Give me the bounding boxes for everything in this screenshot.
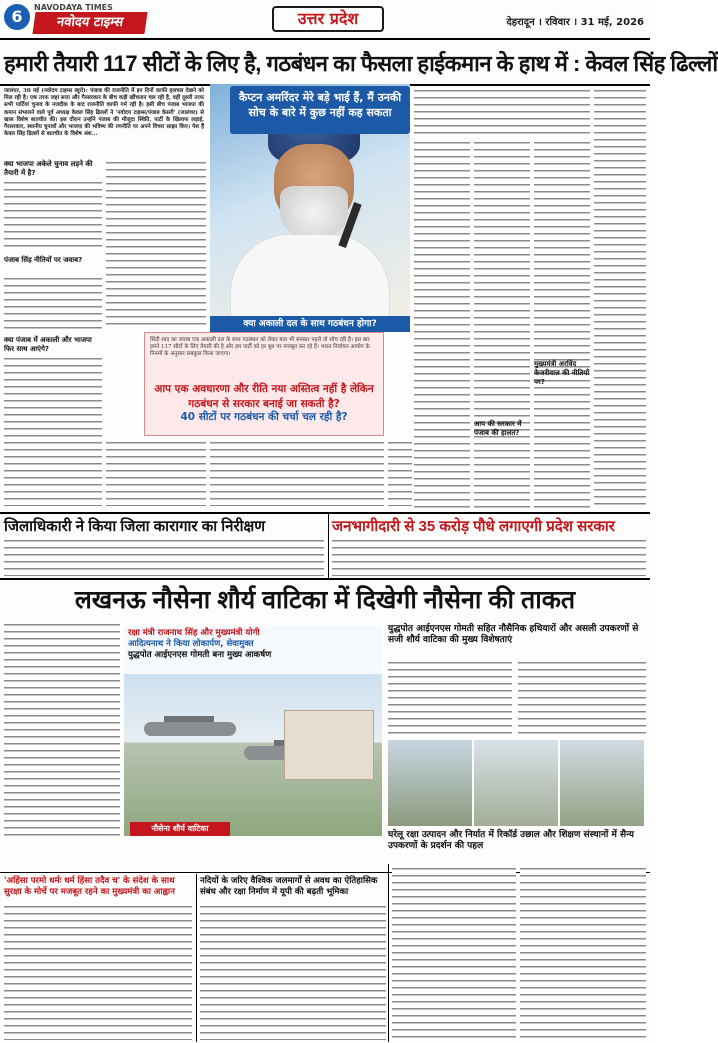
shirt-shape <box>230 234 390 318</box>
right-headline: युद्धपोत आईएनएस गोमती सहित नौसैनिक हथियारों और असली उपकरणों से सजी शौर्य वाटिका की मुख्य विशेषताएं <box>388 624 639 645</box>
text-column <box>388 660 512 736</box>
divider <box>328 514 329 578</box>
text-column <box>4 904 192 1040</box>
thumbnail-photo <box>560 740 646 826</box>
text-column <box>106 160 206 330</box>
question-bar: क्या अकाली दल के साथ गठबंधन होगा? <box>210 316 410 332</box>
text-column <box>388 440 412 506</box>
divider <box>388 864 389 1042</box>
panel-text: सिंदी साद का जवाब एक अकाली दल के साथ गठबंधन को लेकर बात भी संस्कार पहले तो सोच रही है। इस बार हमने 117 सीटों के लिए तैयारी की है और हम पार्टी को हर बूथ पर मजबूत कर रहे हैं। भारत निर्वाचन आयोग के नियमों के अनुसार सबकुछ किया जाएगा। <box>150 337 370 358</box>
qa-question: क्या भाजपा अकेले चुनाव लड़ने की तैयारी में है? <box>4 160 93 177</box>
aircraft-wing-shape <box>164 716 214 722</box>
photo-caption <box>124 626 382 674</box>
qa-question: मुख्यमंत्री अरविंद केजरीवाल की नीतियों पर? <box>534 360 590 386</box>
photo-strip <box>388 740 646 826</box>
text-column <box>520 866 646 1040</box>
beard-shape <box>280 186 348 240</box>
plantation-headline: जनभागीदारी से 35 करोड़ पौधे लगाएगी प्रदेश सरकार <box>332 518 615 535</box>
qa-question: आप की सरकार में पंजाब की हालत? <box>474 420 522 437</box>
museum-photo <box>124 626 382 836</box>
warship-shape <box>284 710 374 780</box>
text-column <box>332 538 646 576</box>
photo-quote: कैप्टन अमरिंदर मेरे बड़े भाई हैं, मैं उनकी सोच के बारे में कुछ नहीं कह सकता <box>230 86 410 134</box>
text-column <box>4 276 102 332</box>
text-column <box>474 140 530 510</box>
text-column <box>414 140 470 510</box>
lead-intro: जालंधर, 30 मई (नवोदय टाइम्स ब्यूरो): पंजाब की राजनीति में इन दिनों काफी हलचल देखने को मिल रही है। एक तरफ जहां सत्ता और गैरसरकार के बीच कड़ी खींचतान चल रही है, वहीं दूसरी तरफ सभी पार्टियां चुनाव के नजदीक के बाद राजनीति काफी गर्म रही है। इसी बीच पंजाब भाजपा की कमान संभालने वाले पूर्व अध्यक्ष केवल सिंह ढिल्लों ने 'नवोदय टाइम्स/पंजाब केसरी' (जालंधर) से खास विशेष बातचीत की। इस दौरान उन्होंने पंजाब की मौजूदा स्थिति, पार्टी के खिलाफ लड़ाई, गैरसरकार, स्थानीय चुनावों और भाजपा की भविष्य की रणनीति पर अपने विचार साझा किए। पेश हैं केवल सिंह ढिल्लों से बातचीत के विशेष अंश... <box>4 88 204 138</box>
divider <box>0 512 650 514</box>
text-column <box>518 660 646 736</box>
page-number: 6 <box>4 4 30 30</box>
text-column <box>4 622 120 836</box>
photo-caption-line: रक्षा मंत्री राजनाथ सिंह और मुख्यमंत्री योगी <box>128 628 260 638</box>
text-column <box>4 180 102 252</box>
panel-heading: 40 सीटों पर गठबंधन की चर्चा चल रही है? <box>180 411 348 423</box>
thumbnail-photo <box>474 740 560 826</box>
text-column <box>4 356 102 506</box>
panel-heading: गठबंधन से सरकार बनाई जा सकती है? <box>188 398 340 410</box>
photo-tag: नौसेना शौर्य वाटिका <box>130 822 230 836</box>
text-column <box>534 140 590 510</box>
qa-question: क्या पंजाब में अकाली और भाजपा फिर साथ आएंगे? <box>4 336 92 353</box>
text-column <box>392 866 516 1040</box>
brand-text: NAVODAYA TIMES <box>34 3 113 12</box>
text-column <box>200 904 386 1040</box>
bottom-mid-headline: नदियों के जरिए वैश्विक जलमार्गों से अवध का ऐतिहासिक संबंध और रक्षा निर्माण में यूपी की बढ़ती भूमिका <box>200 876 378 897</box>
right-subheadline: घरेलू रक्षा उत्पादन और निर्यात में रिकॉर्ड उछाल और शिक्षण संस्थानों में सैन्य उपकरणों के प्रदर्शन की पहल <box>388 830 634 851</box>
panel-heading: आप एक अवधारणा और रीति नया अस्तित्व नहीं है लेकिन <box>154 383 374 395</box>
photo-caption-line: आदित्यनाथ ने किया लोकार्पण, सेवामुक्त <box>128 639 254 649</box>
dateline: देहरादून । रविवार । 31 मई, 2026 <box>506 17 644 28</box>
photo-caption-line: युद्धपोत आईएनएस गोमती बना मुख्य आकर्षण <box>128 650 272 660</box>
text-column <box>4 538 324 576</box>
page-header <box>0 0 650 40</box>
masthead-logo: नवोदय टाइम्स <box>32 12 147 34</box>
text-column <box>210 440 384 506</box>
divider <box>0 578 650 580</box>
text-column <box>106 440 206 506</box>
lead-headline: हमारी तैयारी 117 सीटों के लिए है, गठबंधन का फैसला हाईकमान के हाथ में : केवल सिंह ढिल्लों <box>4 51 718 76</box>
text-column <box>594 88 646 510</box>
qa-question: पंजाब सिंह नीतियों पर जवाब? <box>4 256 83 264</box>
museum-headline: लखनऊ नौसेना शौर्य वाटिका में दिखेगी नौसेना की ताकत <box>74 586 576 614</box>
text-column <box>414 88 590 138</box>
thumbnail-photo <box>388 740 474 826</box>
divider <box>196 874 197 1042</box>
bottom-left-headline: 'अहिंसा परमो धर्मः धर्म हिंसा तदैव च' के संदेश के साथ सुरक्षा के मोर्चे पर मजबूत रहने का मुख्यमंत्री का आह्वान <box>4 876 175 897</box>
jail-headline: जिलाधिकारी ने किया जिला कारागार का निरीक्षण <box>4 518 266 535</box>
section-label: उत्तर प्रदेश <box>272 6 384 32</box>
highlight-panel <box>144 332 384 436</box>
aircraft-shape <box>144 722 236 736</box>
